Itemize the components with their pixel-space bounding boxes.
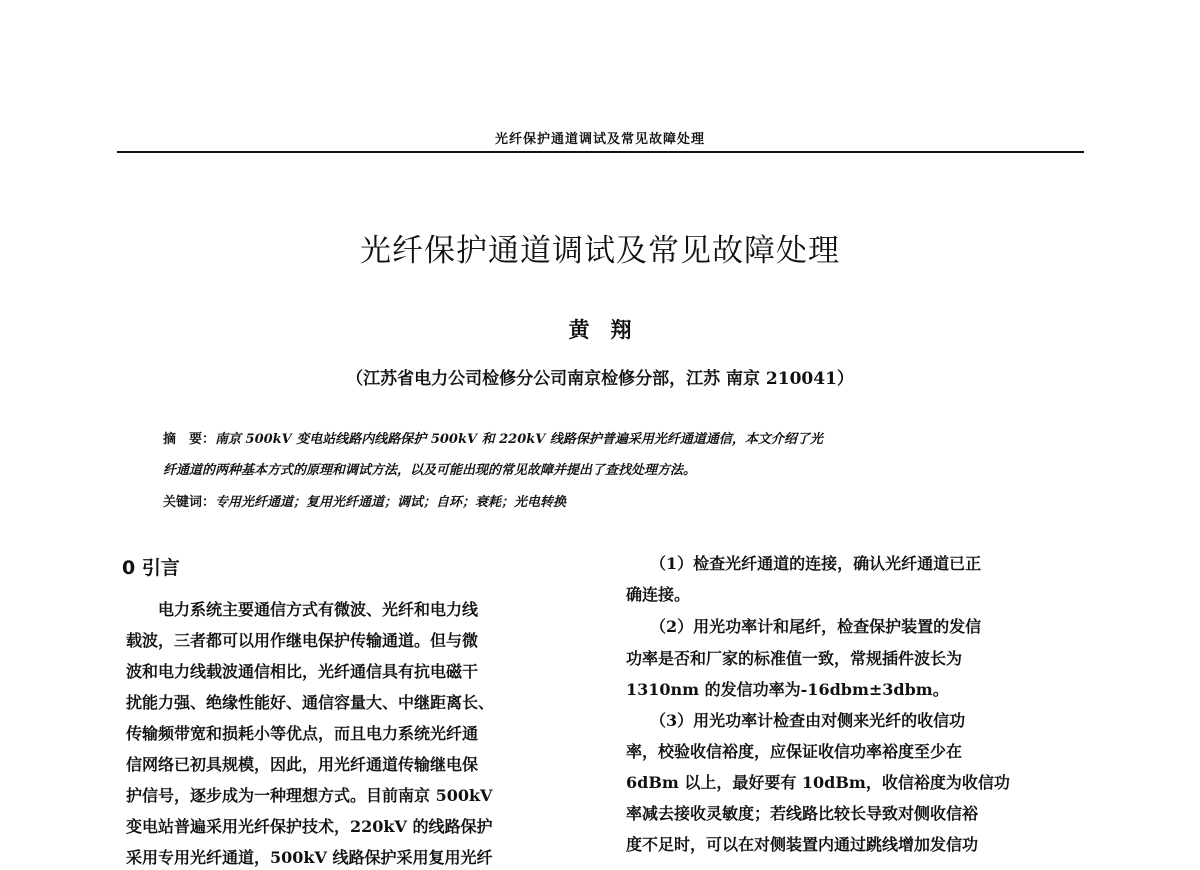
keywords-line (163, 491, 566, 510)
abstract-text-2: 纤通道的两种基本方式的原理和调试方法，以及可能出现的常见故障并提出了查找处理方法。 (163, 463, 697, 478)
left-line: 信网络已初具规模，因此，用光纤通道传输继电保 (126, 755, 479, 774)
abstract-line-1 (163, 428, 823, 447)
right-line: 度不足时，可以在对侧装置内通过跳线增加发信功 (626, 835, 979, 854)
author-affiliation: （江苏省电力公司检修分公司南京检修分部，江苏 南京 210041） (346, 369, 854, 389)
right-line: （2）用光功率计和尾纤，检查保护装置的发信 (626, 617, 982, 636)
left-line: 变电站普遍采用光纤保护技术，220kV 的线路保护 (126, 817, 493, 836)
right-line: 1310nm 的发信功率为-16dbm±3dbm。 (626, 680, 949, 699)
running-header: 光纤保护通道调试及常见故障处理 (494, 132, 705, 147)
section-heading-intro: 0 引言 (122, 557, 180, 579)
right-line: （3）用光功率计检查由对侧来光纤的收信功 (626, 711, 966, 730)
left-line: 扰能力强、绝缘性能好、通信容量大、中继距离长、 (126, 693, 495, 712)
right-line: 率，校验收信裕度，应保证收信功率裕度至少在 (626, 742, 963, 761)
right-line: 确连接。 (626, 585, 691, 604)
left-line: 载波，三者都可以用作继电保护传输通道。但与微 (126, 631, 479, 650)
author-name: 黄 翔 (568, 317, 632, 342)
left-line: 波和电力线载波通信相比，光纤通信具有抗电磁干 (126, 662, 479, 681)
right-line: 率减去接收灵敏度；若线路比较长导致对侧收信裕 (626, 804, 979, 823)
right-line: （1）检查光纤通道的连接，确认光纤通道已正 (626, 554, 982, 573)
right-line: 6dBm 以上，最好要有 10dBm，收信裕度为收信功 (626, 773, 1010, 792)
paper-title: 光纤保护通道调试及常见故障处理 (360, 233, 840, 269)
left-line: 护信号，逐步成为一种理想方式。目前南京 500kV (126, 786, 493, 805)
keywords-label: 关键词： (163, 495, 216, 510)
abstract-label: 摘 要： (163, 432, 216, 447)
left-line: 采用专用光纤通道，500kV 线路保护采用复用光纤 (126, 848, 493, 867)
left-line: 电力系统主要通信方式有微波、光纤和电力线 (126, 600, 479, 619)
keywords-text: 专用光纤通道；复用光纤通道；调试；自环；衰耗；光电转换 (215, 495, 567, 510)
left-line: 传输频带宽和损耗小等优点，而且电力系统光纤通 (126, 724, 479, 743)
header-rule (117, 151, 1084, 153)
abstract-line-2 (163, 459, 696, 478)
abstract-text-1: 南京 500kV 变电站线路内线路保护 500kV 和 220kV 线路保护普遍采用光纤通道通信，本文介绍了光 (215, 432, 823, 447)
right-line: 功率是否和厂家的标准值一致，常规插件波长为 (626, 649, 963, 668)
